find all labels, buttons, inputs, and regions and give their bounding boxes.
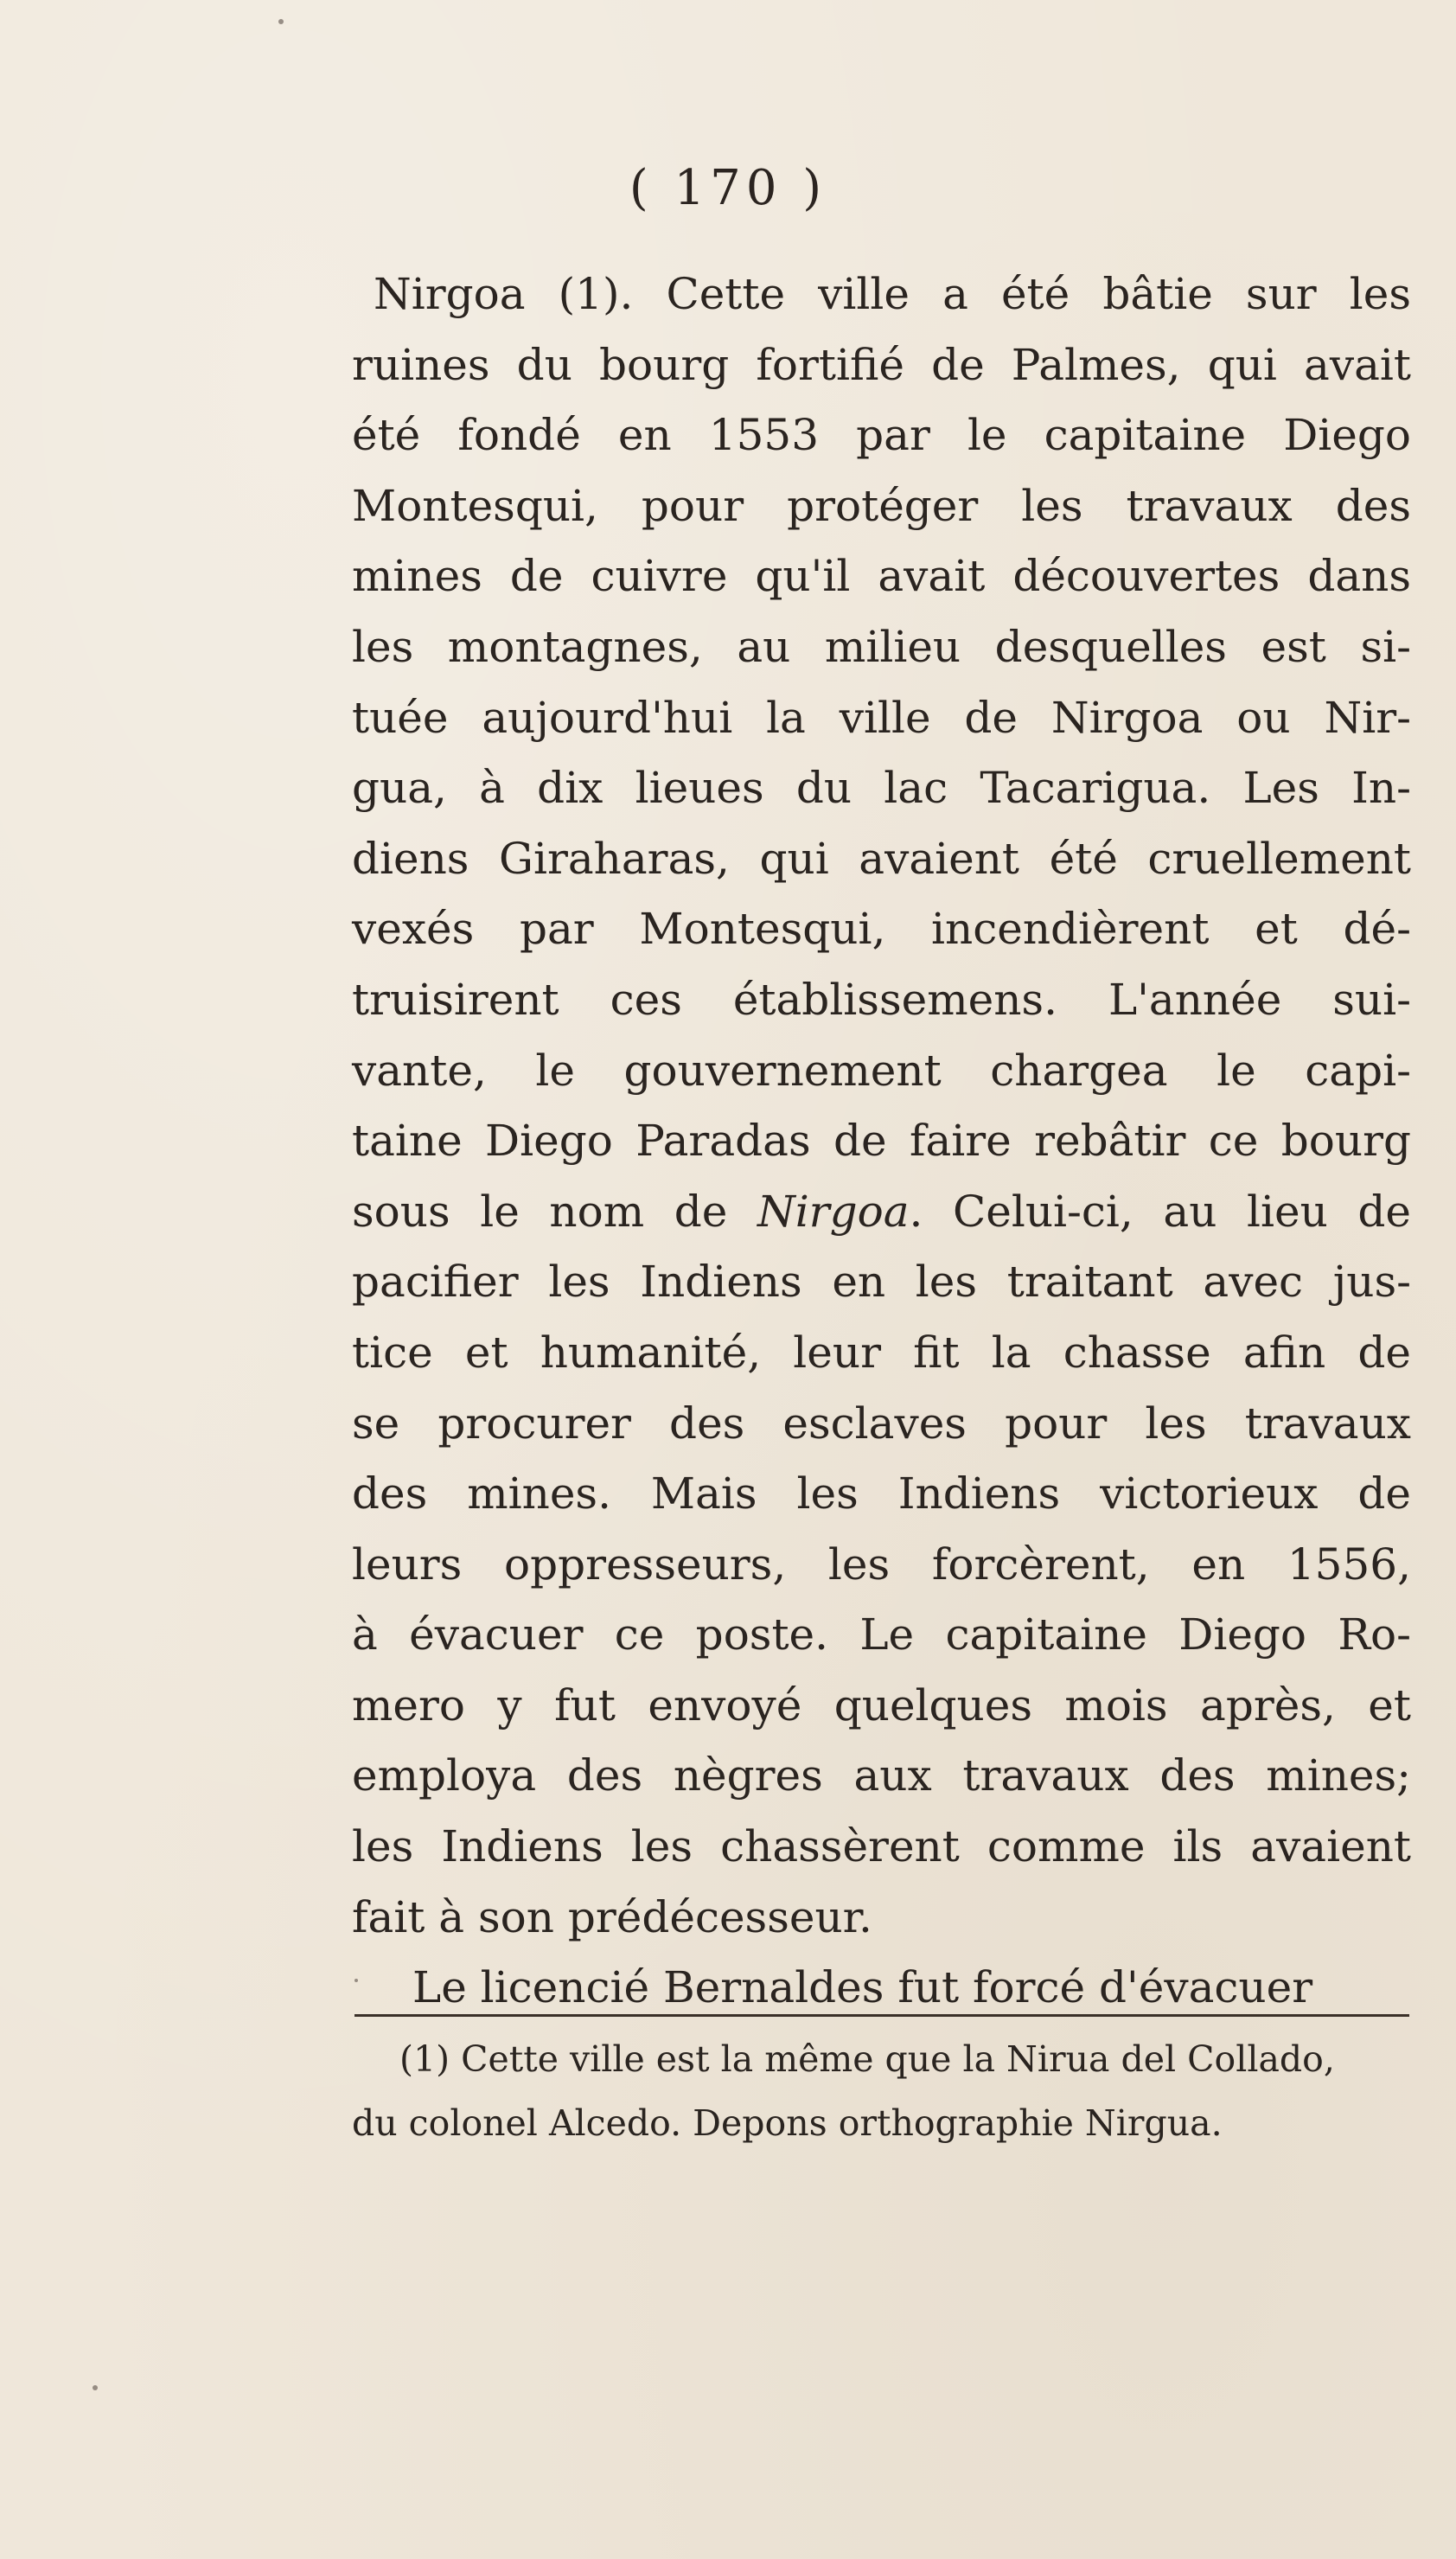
- text-line: employa des nègres aux travaux des mines;: [352, 1750, 1411, 1801]
- text-line: leurs oppresseurs, les forcèrent, en 1556,: [352, 1539, 1411, 1590]
- text-line: truisirent ces établissemens. L'année sui-: [352, 974, 1411, 1025]
- text-line: à évacuer ce poste. Le capitaine Diego Ro-: [352, 1609, 1411, 1660]
- page-number: ( 170 ): [629, 160, 827, 216]
- text-line: mero y fut envoyé quelques mois après, et: [352, 1679, 1411, 1731]
- footnote-rule: [354, 2014, 1409, 2017]
- text-line: gua, à dix lieues du lac Tacarigua. Les In-: [352, 763, 1411, 814]
- text-line: été fondé en 1553 par le capitaine Diego: [352, 410, 1411, 461]
- footnote-line: du colonel Alcedo. Depons orthographie Nirgua.: [352, 2102, 1223, 2144]
- text-line: fait à son prédécesseur.: [352, 1891, 872, 1942]
- text-line: les Indiens les chassèrent comme ils avaient: [352, 1821, 1411, 1872]
- text-line: se procurer des esclaves pour les travaux: [352, 1398, 1411, 1449]
- text-fragment: sous le nom de: [352, 1186, 757, 1237]
- text-line: les montagnes, au milieu desquelles est si-: [352, 621, 1411, 672]
- text-line: ruines du bourg fortifié de Palmes, qui avait: [352, 339, 1411, 390]
- text-line: Montesqui, pour protéger les travaux des: [352, 480, 1411, 531]
- text-line: tuée aujourd'hui la ville de Nirgoa ou Nir-: [352, 692, 1411, 743]
- text-line: mines de cuivre qu'il avait découvertes dans: [352, 551, 1411, 602]
- text-line: tice et humanité, leur fit la chasse afin de: [352, 1327, 1411, 1378]
- text-line: Nirgoa (1). Cette ville a été bâtie sur les: [374, 269, 1411, 319]
- body-text: [352, 259, 1411, 2024]
- paper-speck: [93, 2385, 98, 2390]
- text-line: diens Giraharas, qui avaient été cruellement: [352, 833, 1411, 884]
- text-line: des mines. Mais les Indiens victorieux de: [352, 1468, 1411, 1519]
- footnote-line: (1) Cette ville est la même que la Nirua del Collado,: [399, 2038, 1335, 2080]
- paper-speck: [354, 1979, 358, 1982]
- text-fragment: . Celui-ci, au lieu de: [909, 1186, 1411, 1237]
- text-line: taine Diego Paradas de faire rebâtir ce bourg: [352, 1116, 1411, 1167]
- text-line: [352, 1177, 1411, 1248]
- text-line: Le licencié Bernaldes fut forcé d'évacuer: [412, 1962, 1313, 2013]
- footnotes: [352, 2027, 1411, 2155]
- text-line: pacifier les Indiens en les traitant avec jus-: [352, 1257, 1411, 1308]
- paper-speck: [278, 19, 284, 24]
- text-line: vante, le gouvernement chargea le capi-: [352, 1045, 1411, 1096]
- italic-place-name: Nirgoa: [757, 1186, 910, 1237]
- text-line: vexés par Montesqui, incendièrent et dé-: [352, 904, 1411, 955]
